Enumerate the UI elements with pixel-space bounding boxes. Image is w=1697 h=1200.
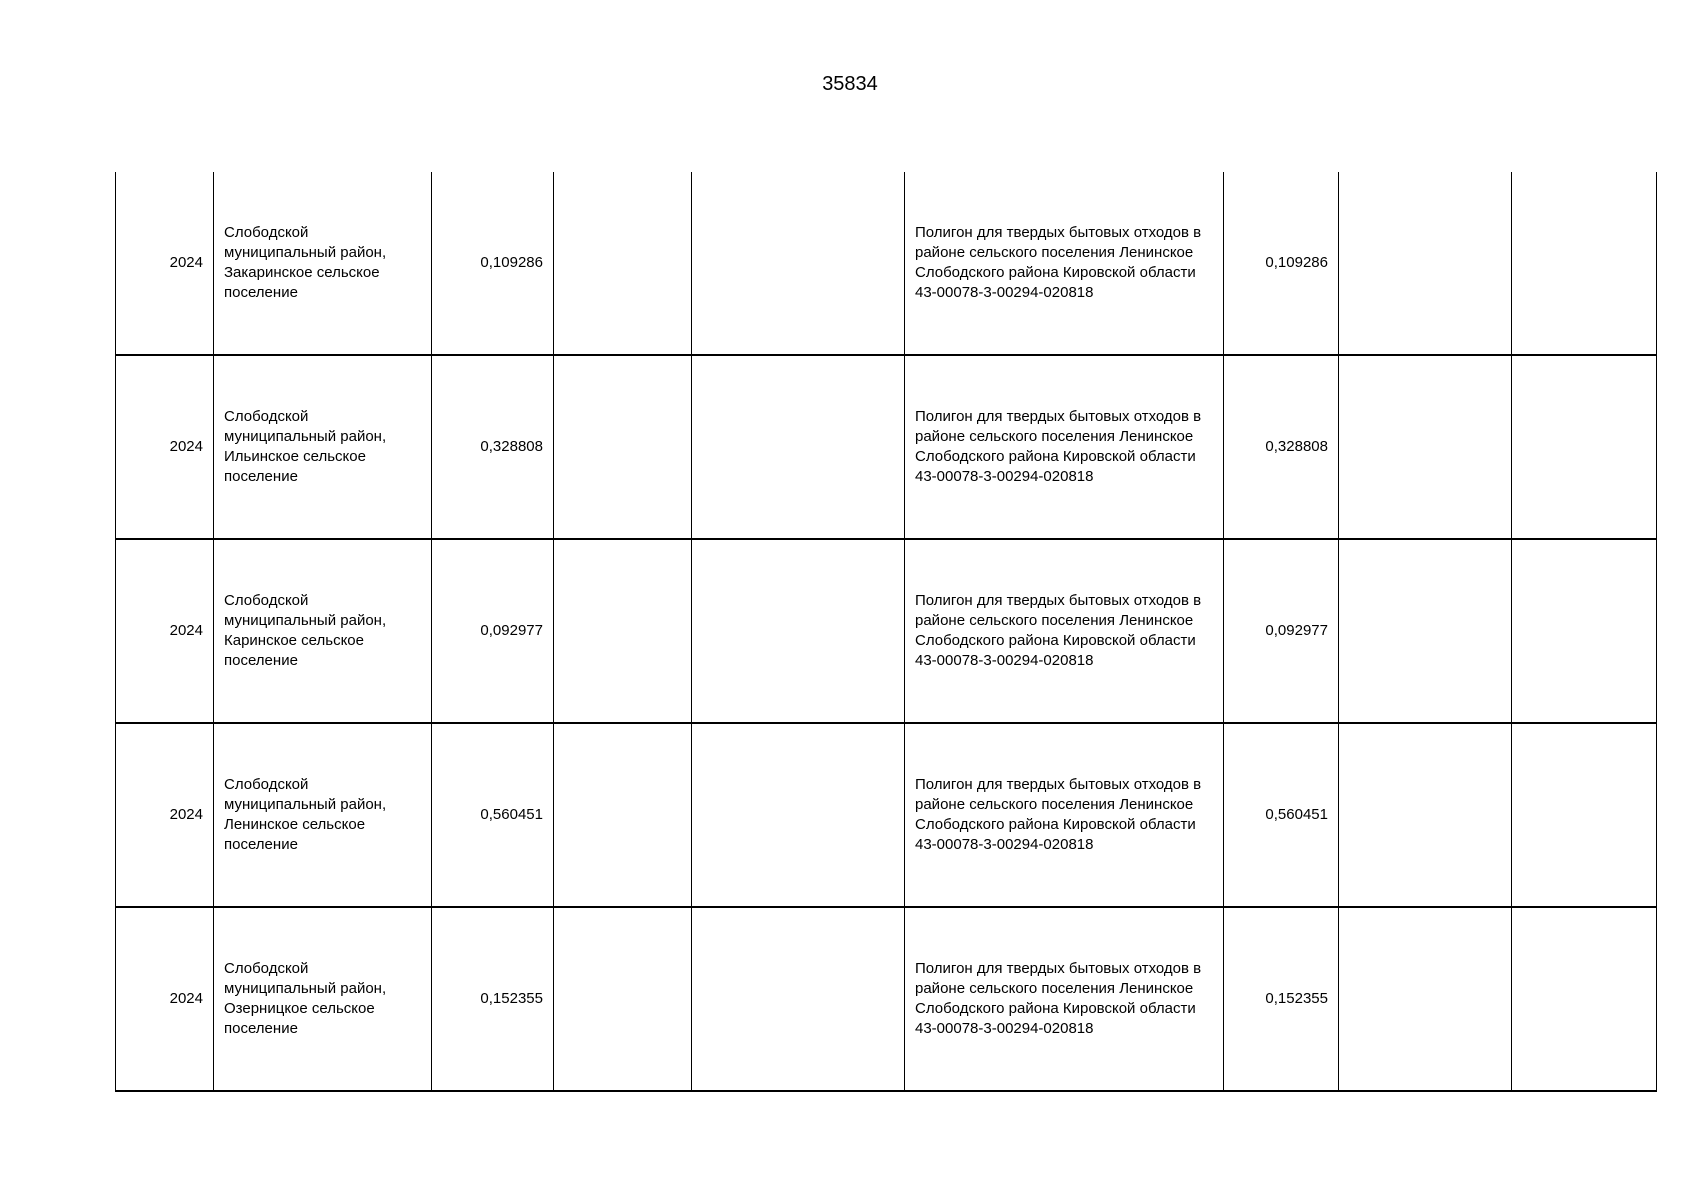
cell-empty	[554, 539, 692, 723]
cell-facility-volume: 0,092977	[1224, 539, 1339, 723]
cell-empty	[692, 723, 905, 907]
cell-volume: 0,109286	[432, 172, 554, 355]
cell-facility: Полигон для твердых бытовых отходов в районе сельского поселения Ленинское Слободского района Кировской области 43-00078-3-00294-020818	[905, 539, 1224, 723]
cell-empty	[554, 907, 692, 1091]
cell-year: 2024	[116, 172, 214, 355]
table-container	[115, 172, 1657, 1092]
cell-empty	[1339, 907, 1512, 1091]
table-body	[116, 172, 1657, 1091]
cell-facility: Полигон для твердых бытовых отходов в районе сельского поселения Ленинское Слободского района Кировской области 43-00078-3-00294-020818	[905, 355, 1224, 539]
table-row	[116, 907, 1657, 1091]
cell-territory: Слободской муниципальный район, Озерницкое сельское поселение	[214, 907, 432, 1091]
page-number: 35834	[822, 73, 878, 95]
cell-volume: 0,328808	[432, 355, 554, 539]
cell-empty	[1339, 723, 1512, 907]
cell-empty	[1512, 539, 1657, 723]
cell-territory: Слободской муниципальный район, Закаринское сельское поселение	[214, 172, 432, 355]
data-table	[115, 172, 1657, 1092]
cell-territory: Слободской муниципальный район, Ленинское сельское поселение	[214, 723, 432, 907]
cell-empty	[554, 172, 692, 355]
cell-facility: Полигон для твердых бытовых отходов в районе сельского поселения Ленинское Слободского района Кировской области 43-00078-3-00294-020818	[905, 723, 1224, 907]
cell-empty	[1339, 355, 1512, 539]
table-row	[116, 539, 1657, 723]
cell-empty	[692, 907, 905, 1091]
cell-year: 2024	[116, 723, 214, 907]
cell-facility: Полигон для твердых бытовых отходов в районе сельского поселения Ленинское Слободского района Кировской области 43-00078-3-00294-020818	[905, 907, 1224, 1091]
cell-facility: Полигон для твердых бытовых отходов в районе сельского поселения Ленинское Слободского района Кировской области 43-00078-3-00294-020818	[905, 172, 1224, 355]
cell-volume: 0,092977	[432, 539, 554, 723]
cell-facility-volume: 0,328808	[1224, 355, 1339, 539]
cell-volume: 0,560451	[432, 723, 554, 907]
cell-territory: Слободской муниципальный район, Ильинское сельское поселение	[214, 355, 432, 539]
cell-empty	[1512, 355, 1657, 539]
cell-empty	[692, 539, 905, 723]
cell-facility-volume: 0,560451	[1224, 723, 1339, 907]
table-row	[116, 355, 1657, 539]
cell-empty	[692, 355, 905, 539]
cell-facility-volume: 0,109286	[1224, 172, 1339, 355]
cell-empty	[554, 723, 692, 907]
cell-facility-volume: 0,152355	[1224, 907, 1339, 1091]
cell-empty	[1512, 723, 1657, 907]
cell-empty	[1512, 907, 1657, 1091]
cell-year: 2024	[116, 355, 214, 539]
cell-empty	[1339, 172, 1512, 355]
cell-volume: 0,152355	[432, 907, 554, 1091]
cell-year: 2024	[116, 539, 214, 723]
cell-year: 2024	[116, 907, 214, 1091]
table-row	[116, 723, 1657, 907]
table-row	[116, 172, 1657, 355]
cell-empty	[692, 172, 905, 355]
cell-territory: Слободской муниципальный район, Каринское сельское поселение	[214, 539, 432, 723]
cell-empty	[1339, 539, 1512, 723]
cell-empty	[1512, 172, 1657, 355]
cell-empty	[554, 355, 692, 539]
